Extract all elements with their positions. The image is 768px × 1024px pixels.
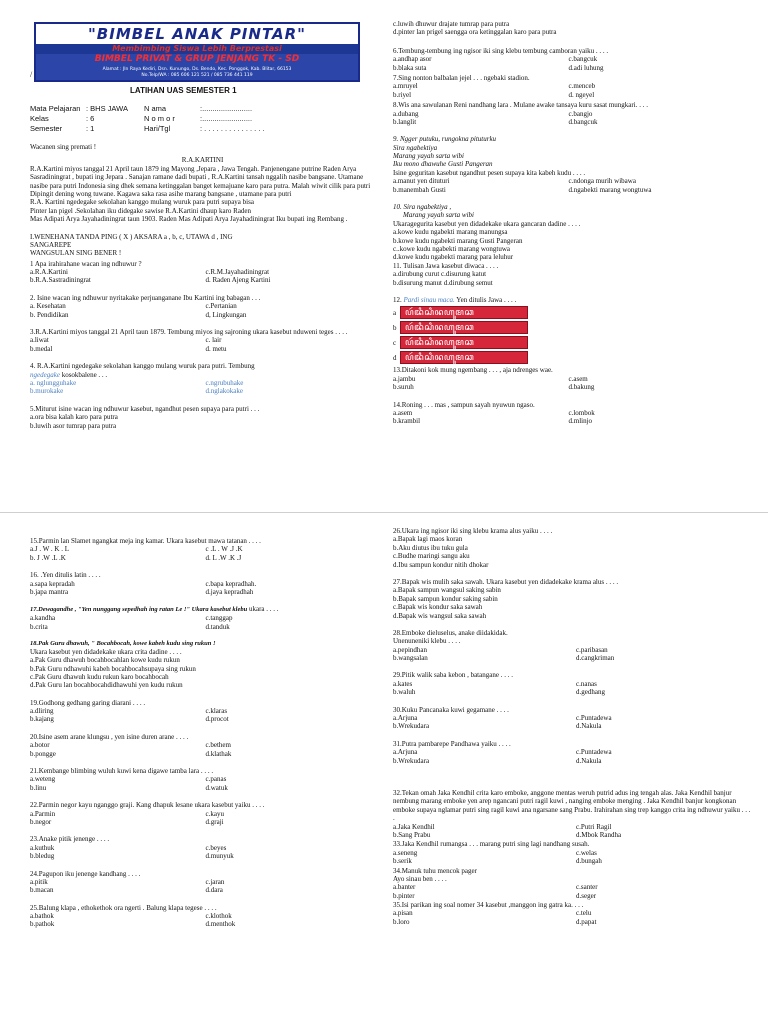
option-a[interactable]: a.mruyel: [393, 82, 418, 91]
option-a[interactable]: a. Kesehatan: [30, 302, 66, 311]
question-text: 23.Anake pitik jenenge . . . .: [30, 835, 110, 844]
question-text: 26.Ukara ing ngisor iki sing klebu krama alus yaiku . . . .: [393, 527, 553, 535]
option-a[interactable]: a.pitik: [30, 877, 48, 886]
reading-paragraph: R.A. Kartini ngedegake sekolahan kanggo mulang wuruk para putri supaya bisa: [30, 198, 254, 207]
option-b[interactable]: b.Bapak sampun kondur saking sabin: [393, 594, 498, 603]
option-c[interactable]: c.Pertanian: [205, 302, 237, 311]
option-b[interactable]: b.Sang Prabu: [393, 830, 431, 839]
question-text: 5.Miturut isine wacan ing ndhuwur kasebut, ngandhut pesen supaya para putri . . .: [30, 404, 260, 413]
option-b[interactable]: b.macan: [30, 886, 54, 895]
instruction-line: WANGSULAN SING BENER !: [30, 249, 122, 258]
question-21: [30, 767, 375, 792]
option-c[interactable]: c.Bapak wis kondur saka sawah: [393, 603, 483, 612]
option-b[interactable]: b.Wrekudara: [393, 756, 430, 765]
header-banner: [34, 22, 360, 82]
question-text: 24.Pagupon iku jenenge kandhang . . . .: [30, 869, 141, 878]
question-31: [393, 740, 753, 765]
question-text: 29.Pitik walik saba kebon , batangane . . . .: [393, 671, 513, 680]
option-c[interactable]: c..kowe kudu ngabekti marang wongtuwa: [393, 244, 511, 253]
option-label: a: [393, 308, 397, 317]
option-c[interactable]: c.Putri Ragil: [576, 822, 612, 831]
question-17: [30, 605, 375, 631]
option-b[interactable]: b.japa mantra: [30, 587, 69, 596]
question-22: [30, 801, 375, 826]
bottom-left-column: [30, 537, 375, 938]
option-a[interactable]: a.J . W . K . L: [30, 545, 70, 554]
option-b[interactable]: b.riyel: [393, 90, 412, 99]
option-b[interactable]: b.serik: [393, 857, 412, 866]
question-30: [393, 706, 753, 731]
header-contact-line: No.Telp/WA : 085 606 121 521 / 085 736 441 119: [141, 72, 253, 78]
option-d[interactable]: d.kowe kudu ngabekti marang para leluhur: [393, 253, 514, 262]
option-b[interactable]: b.negor: [30, 817, 52, 826]
question-prompt: Ayo sinau ben . . . .: [393, 874, 447, 883]
option-c[interactable]: c.ngrubuhake: [205, 378, 244, 387]
student-info: [30, 104, 300, 134]
question-text: 4. R.A.Kartini ngedegake sekolahan kanggo mulang wuruk para putri. Tembung: [30, 362, 255, 371]
option-b[interactable]: b.R.A.Sastradiningrat: [30, 276, 91, 285]
question-text: 27.Bapak wis mulih saka sawah. Ukara kasebut yen didadekake krama alus . . . .: [393, 577, 619, 586]
option-c-javanese[interactable]: ꦥꦂꦢꦶꦱꦶꦤꦲꦸꦩꦕ: [400, 336, 528, 349]
class-label: Kelas: [30, 114, 49, 123]
poem-line: Iku mono dhawuhe Gusti Pangeran: [393, 160, 493, 169]
question-text: 22.Parmin negor kayu nganggo graji. Kang dhapuk lesane ukara kasebut yaiku . . . .: [30, 801, 265, 810]
reading-title: R.A.KARTINI: [181, 156, 224, 165]
option-c[interactable]: c.menceb: [568, 82, 596, 91]
option-c[interactable]: c.Puntadewa: [576, 714, 612, 723]
instructions: [30, 233, 375, 258]
option-d[interactable]: d. Raden Ajeng Kartini: [205, 276, 271, 285]
question-12: [393, 296, 738, 364]
option-c[interactable]: c.luwih dhuwur drajate tumrap para putra: [393, 20, 510, 28]
question-4: [30, 362, 375, 396]
header-slash: /: [30, 70, 33, 79]
question-highlight: ngedegake: [30, 370, 60, 379]
day-label: Hari/Tgl: [144, 124, 171, 133]
option-d[interactable]: d.Mbok Randha: [576, 830, 622, 839]
option-c[interactable]: c.asem: [568, 374, 588, 383]
option-d[interactable]: d.gedhang: [576, 688, 605, 697]
option-a[interactable]: a.Bapak sampun wangsul saking sabin: [393, 586, 501, 595]
question-34: [393, 867, 753, 901]
question-2: [30, 294, 375, 319]
option-a[interactable]: a.ora bisa kalah karo para putra: [30, 413, 118, 422]
name-label: N ama: [144, 104, 167, 113]
question-text: 8.Wis ana sawulanan Reni nandhang lara . Mulane awake tansaya kuru sasat mungkari. . . .: [393, 101, 648, 110]
option-c[interactable]: c.bapa kepradhah.: [205, 579, 257, 588]
question-text: 21.Kembange blimbing wuluh kuwi kena digawe tamba lara . . . .: [30, 767, 214, 776]
option-d-javanese[interactable]: ꦥꦂꦢꦶꦱꦶꦤꦲꦸꦩꦕ: [400, 351, 528, 364]
option-b[interactable]: b.krambil: [393, 417, 421, 426]
option-d[interactable]: d.adi luhung: [568, 63, 604, 72]
option-a[interactable]: a.Arjuna: [393, 748, 418, 757]
semester-value: : 1: [86, 124, 95, 133]
reading-paragraph: Pinter lan pigel .Sekolahan iku didegake sawise R.A.Kartini dhaup karo Raden: [30, 206, 252, 215]
question-text: 35.Isi parikan ing soal nomer 34 kasebut ,manggon ing gatra ka. . . .: [393, 901, 584, 910]
question-13: [393, 366, 738, 391]
number-label: N o m o r: [144, 114, 175, 123]
question-text: 6.Tembung-tembung ing ngisor iki sing klebu tembung camboran yaiku . . . .: [393, 46, 609, 55]
question-23: [30, 835, 375, 860]
question-text: 12.: [393, 295, 402, 304]
number-value[interactable]: :........................: [200, 114, 253, 123]
question-text-tail: ukara . . . .: [248, 605, 279, 614]
top-left-column: [30, 143, 375, 439]
option-c[interactable]: c.ndonga murih wibawa: [568, 177, 636, 186]
semester-label: Semester: [30, 124, 63, 133]
option-c[interactable]: c.bangjo: [568, 109, 593, 118]
question-text: 1 Apa irahirahane wacan ing ndhuwur ?: [30, 259, 142, 268]
option-b[interactable]: b.bledug: [30, 852, 55, 861]
option-c[interactable]: c.jaran: [205, 877, 225, 886]
subject-value: : BHS JAWA: [86, 104, 128, 113]
option-a[interactable]: a.seneng: [393, 848, 418, 857]
option-b[interactable]: b.manembah Gusti: [393, 185, 446, 194]
option-a[interactable]: a.kuthuk: [30, 843, 55, 852]
question-16: [30, 571, 375, 596]
question-28: [393, 629, 753, 663]
instruction-line: SANGAREPE: [30, 240, 72, 249]
question-35: [393, 901, 753, 926]
question-15: [30, 537, 375, 562]
option-d[interactable]: d.nglakokake: [205, 387, 244, 396]
option-b[interactable]: b.Pak Guru ndhawuhi kabeh bocahbocahsupaya sing rukun: [30, 664, 196, 673]
question-26: [393, 527, 753, 569]
option-d[interactable]: d.munyuk: [205, 852, 234, 861]
option-a[interactable]: a.dubang: [393, 109, 419, 118]
option-c[interactable]: c.klaras: [205, 707, 228, 716]
question-3: [30, 328, 375, 353]
question-text: 9. Ngger putuku, rungokna pituturku: [393, 135, 497, 144]
option-a[interactable]: a.Parmin: [30, 809, 56, 818]
question-10: [393, 203, 738, 262]
question-text: 3.R.A.Kartini miyos tanggal 21 April taun 1879. Tembung miyos ing sajroning ukara kasebut nduweni teges . . . .: [30, 328, 348, 337]
option-c[interactable]: c. lair: [205, 336, 222, 345]
option-a[interactable]: a.asem: [393, 408, 413, 417]
option-c[interactable]: c.klothok: [205, 912, 232, 921]
option-b[interactable]: b.Wrekudara: [393, 722, 430, 731]
option-d[interactable]: d.Nakula: [576, 756, 602, 765]
question-text: 19.Godhong gedhang garing diarani . . . .: [30, 698, 146, 707]
option-d[interactable]: d.mlinjo: [568, 417, 593, 426]
question-27: [393, 578, 753, 620]
option-d[interactable]: d.klathak: [205, 749, 232, 758]
option-d[interactable]: d.cangkriman: [576, 654, 615, 663]
option-d[interactable]: d.Pak Guru lan bocahbocahdidhawuhi yen kudu rukun: [30, 681, 183, 690]
option-b[interactable]: b.pathok: [30, 920, 55, 929]
instruction-line: I.WENEHANA TANDA PING ( X ) AKSARA a , b, c, UTAWA d , ING: [30, 232, 233, 241]
option-a[interactable]: a.bathok: [30, 912, 54, 921]
question-25: [30, 904, 375, 929]
option-c[interactable]: c.bangcuk: [568, 55, 598, 64]
question-1: [30, 260, 375, 285]
poem-line: Marang yayah sarta wibi: [393, 152, 464, 161]
reading-paragraph: Mas Adipati Arya Jayahadiningrat taun 1903. Raden Mas Adipati Arya Jayahadiningrat Iku bupati ing Rembang .: [30, 215, 348, 224]
poem-line: Sira ngabektiya: [393, 143, 438, 152]
question-7: [393, 74, 738, 99]
question-29: [393, 671, 753, 696]
option-label: c: [393, 338, 397, 347]
question-prompt: Unenuneniki klebu . . . .: [393, 637, 461, 646]
option-b[interactable]: b.kowe kudu ngabekti marang Gusti Pangeran: [393, 236, 523, 245]
question-20: [30, 733, 375, 758]
option-c[interactable]: c.beyes: [205, 843, 227, 852]
option-a[interactable]: a.botor: [30, 741, 50, 750]
option-c[interactable]: c.santer: [576, 883, 598, 892]
question-text-tail: Yen ditulis Jawa . . . .: [456, 295, 517, 304]
option-d[interactable]: d.Nakula: [576, 722, 602, 731]
option-b[interactable]: b.crita: [30, 622, 48, 631]
option-b[interactable]: b.pinter: [393, 891, 415, 900]
option-b[interactable]: b.linu: [30, 783, 47, 792]
option-a[interactable]: a.weteng: [30, 775, 56, 784]
option-a[interactable]: a.sapa kepradah: [30, 579, 75, 588]
top-right-column: [393, 20, 738, 435]
option-b-javanese[interactable]: ꦥꦂꦢꦶꦱꦶꦤꦲꦸꦩꦕ: [400, 321, 528, 334]
option-d[interactable]: d.Ibu sampun kondur nitih dhokar: [393, 560, 489, 569]
option-c[interactable]: c.tanggap: [205, 614, 233, 623]
option-c[interactable]: c.nanas: [576, 679, 597, 688]
question-text: 25.Balung klapa , ethokethok ora ngerti . Balung klapa tegese . . . .: [30, 903, 217, 912]
question-text: 28.Emboke dieluselus, anake diidakidak.: [393, 628, 508, 637]
question-text: 2. Isine wacan ing ndhuwur nyritakake perjuanganane Ibu Kartini ing babagan . . .: [30, 293, 261, 302]
option-d[interactable]: d.watuk: [205, 783, 228, 792]
option-c[interactable]: c.lombok: [568, 408, 595, 417]
option-d[interactable]: d.ngabekti marang wongtuwa: [568, 185, 652, 194]
option-d[interactable]: d.seger: [576, 891, 597, 900]
option-b[interactable]: b. J .W .L .K: [30, 553, 66, 562]
question-text: 31.Putra pambarepe Pandhawa yaiku . . . .: [393, 739, 511, 748]
option-d[interactable]: d.bungah: [576, 857, 602, 866]
question-text: 30.Kuku Pancanaka kuwi gegamane . . . .: [393, 705, 509, 714]
reading-paragraph: R.A.Kartini miyos tanggal 21 April taun 1879 ing Mayong ,Jepara , Jawa Tengah. Panjenengane putrine Raden Arya Sasradiningrat , bupati ing Jepara . Sanajan ramane dadi bupati , R.A.Kartini tansah nggalih nasibe bangsane. Utamane nasibe para putri Indonesia sing dhek semana ketinggalan banget kemajuane karo para putra. Malah wiwit cilik para putri: [30, 164, 371, 190]
option-b[interactable]: b. Pendidikan: [30, 310, 69, 319]
option-a[interactable]: a.kandha: [30, 614, 56, 623]
option-d[interactable]: d.bangcuk: [568, 117, 598, 126]
option-c[interactable]: c.kayu: [205, 809, 224, 818]
question-text-tail: kosokbalene . . .: [61, 370, 108, 379]
reading-intro: Wacanen sing premati !: [30, 143, 97, 151]
question-text: 20.Isine asem arane klungsu , yen isine duren arane . . . .: [30, 732, 189, 741]
question-text: 17.Dewagandhe , "Yen nunggang sepedhah ing ratan Le !" Ukara kasebut klebu: [30, 606, 248, 614]
option-a[interactable]: a. nglungguhake: [30, 378, 77, 387]
option-b[interactable]: b.suruh: [393, 383, 414, 392]
question-text: 14.Roning . . . mas , sampun sayah nyuwun ngaso.: [393, 400, 535, 409]
question-19: [30, 699, 375, 724]
option-a[interactable]: a.liwat: [30, 336, 49, 345]
option-d[interactable]: d.menthok: [205, 920, 236, 929]
option-a[interactable]: a.pepindhan: [393, 645, 428, 654]
question-prompt: Ukaragegurita kasebut yen didadekake ukara gancaran dadine . . . .: [393, 219, 581, 228]
option-c[interactable]: c.bethem: [205, 741, 231, 750]
question-text: 10. Sira ngabektiya ,: [393, 203, 452, 212]
header-tagline: Membimbing Siswa Lebih Berprestasi: [36, 44, 358, 54]
reading-paragraph: Dipingit dening wong tuwane. Kagawa saka rasa asihe marang bangsane , utamane para putri: [30, 189, 292, 198]
question-text: 16. .Yen ditulis latin . . . .: [30, 571, 101, 580]
subject-label: Mata Pelajaran: [30, 104, 81, 113]
exam-title: LATIHAN UAS SEMESTER 1: [130, 86, 237, 95]
option-c[interactable]: c.Pak Guru dhawuh kudu rukun karo bocahbocah: [30, 672, 169, 681]
question-prompt: Ukara kasebut yen didadekake ukara crita dadine . . . .: [30, 647, 182, 656]
day-value[interactable]: : . . . . . . . . . . . . . . .: [200, 124, 265, 133]
bottom-right-column: [393, 527, 753, 935]
question-text: 15.Parmin lan Slamet ngangkat meja ing kamar. Ukara kasebut mawa tatanan . . . .: [30, 537, 261, 545]
option-d[interactable]: d.Bapak wis wangsul saka sawah: [393, 611, 487, 620]
option-d[interactable]: d.procot: [205, 715, 229, 724]
option-a[interactable]: a.jambu: [393, 374, 416, 383]
option-b[interactable]: b.waluh: [393, 688, 416, 697]
option-b[interactable]: b.langlit: [393, 117, 417, 126]
option-a[interactable]: a.Jaka Kendhil: [393, 822, 435, 831]
question-9: [393, 135, 738, 194]
question-text: 11. Tulisan Jawa kasebut diwaca . . . .: [393, 261, 499, 270]
option-d[interactable]: d. L .W .K .J: [205, 553, 242, 562]
question-6: [393, 47, 738, 72]
question-text: 34.Manuk tuhu mencok pager: [393, 866, 477, 875]
option-c[interactable]: c.panas: [205, 775, 227, 784]
option-d[interactable]: d.pinter lan prigel saengga ora ketinggalan karo para putra: [393, 28, 557, 37]
question-33: [393, 840, 753, 865]
option-d[interactable]: d.tanduk: [205, 622, 230, 631]
question-8: [393, 101, 738, 126]
question-highlight: Pardi sinau maca.: [403, 295, 455, 304]
question-text: 33.Jaka Kendhil rumangsa . . . marang putri sing lagi nandhang susah.: [393, 840, 590, 849]
option-b[interactable]: b.pongge: [30, 749, 56, 758]
option-a[interactable]: a.banter: [393, 883, 416, 892]
option-d[interactable]: d. metu: [205, 344, 227, 353]
option-b[interactable]: b.wangsalan: [393, 654, 428, 663]
question-text: 32.Tekan omah Jaka Kendhil crita karo emboke, anggone mentas weruh putrid adus ing tengah alas. Jaka Kendhil banjur nembung marang emboke yen arep ngancani putri ragil kuwi , nanging emboke menging . Jaka Kendhil banjur kongkonan emboke supaya nglamar putri sing ragil kuwi ana ngarsane sang Prabu. Irahirahan sing trep kanggo crita ing ndhuwur yaiku . . . .: [393, 788, 751, 823]
option-d[interactable]: d.papat: [576, 917, 597, 926]
header-address-line: Alamat : Jln Raya Kediri, Dsn. Kunungo, Ds. Bendo, Kec. Ponggok, Kab. Blitar, 66153: [102, 67, 292, 72]
header-address: [36, 67, 358, 79]
name-value[interactable]: :........................: [200, 104, 253, 113]
option-d[interactable]: d.jaya kepradhah: [205, 587, 254, 596]
option-a-javanese[interactable]: ꦥꦂꦢꦶꦱꦶꦤꦲꦸꦩꦕ: [400, 306, 528, 319]
page-divider: [0, 512, 768, 513]
option-a[interactable]: a.pisan: [393, 909, 413, 918]
option-b[interactable]: b.loro: [393, 917, 410, 926]
option-d[interactable]: d.bakung: [568, 383, 595, 392]
option-c[interactable]: c.welas: [576, 848, 597, 857]
question-5: [30, 405, 375, 430]
option-a-c[interactable]: a.dirubung curut c.disurung katut: [393, 270, 487, 279]
option-a[interactable]: a.kates: [393, 679, 413, 688]
question-text: 7.Sing nonton balbalan jejel . . . ngebaki stadion.: [393, 73, 530, 82]
option-b[interactable]: b.Aku diutus ibu tuku gula: [393, 543, 468, 552]
option-d[interactable]: d.dara: [205, 886, 223, 895]
question-text: 18.Pak Guru dhawuh, " Bocahbocah, kowe kabeh kudu sing rukun !: [30, 639, 216, 647]
option-c[interactable]: c.R.M.Jayahadiningrat: [205, 268, 270, 277]
question-11: [393, 262, 738, 287]
option-b[interactable]: b.kajang: [30, 715, 54, 724]
option-d[interactable]: d. ngeyel: [568, 90, 595, 99]
poem-line: Marang yayah sarta wibi: [403, 211, 474, 220]
option-b[interactable]: b.medal: [30, 344, 53, 353]
option-c[interactable]: c .L . W .J .K: [205, 545, 243, 554]
option-a[interactable]: a.kowe kudu ngabekti marang manungsa: [393, 228, 508, 237]
option-label: d: [393, 353, 397, 362]
question-18: [30, 640, 375, 690]
option-c[interactable]: c.paribasan: [576, 645, 608, 654]
header-subtitle: BIMBEL PRIVAT & GRUP JENJANG TK - SD: [94, 54, 300, 64]
option-a[interactable]: a.Pak Guru dhawuh bocahbocahlan kowe kudu rukun: [30, 656, 180, 665]
header-title: "BIMBEL ANAK PINTAR": [87, 25, 306, 43]
option-b-d[interactable]: b.disurung manut d.dirubung semut: [393, 278, 493, 287]
class-value: : 6: [86, 114, 95, 123]
question-prompt: Isine geguritan kasebut ngandhut pesen supaya kita kabeh kudu . . . .: [393, 168, 586, 177]
option-a[interactable]: a.andhap asor: [393, 55, 432, 64]
option-d[interactable]: d, Lingkungan: [205, 310, 247, 319]
option-c[interactable]: c.Puntadewa: [576, 748, 612, 757]
option-d[interactable]: d.graji: [205, 817, 224, 826]
option-a[interactable]: a.Arjuna: [393, 714, 418, 723]
question-text: 13.Ditakoni kok mung ngembang . . . , aja ndrenges wae.: [393, 366, 553, 375]
question-14: [393, 401, 738, 426]
question-24: [30, 870, 375, 895]
option-a[interactable]: a.manut yen dituturi: [393, 177, 450, 186]
option-b[interactable]: b.luwih asor tumrap para putra: [30, 421, 117, 430]
question-5-continued: [393, 20, 738, 37]
option-c[interactable]: c.telu: [576, 909, 592, 918]
option-b[interactable]: b.blaka suta: [393, 63, 427, 72]
option-c[interactable]: c.Budhe maringi sangu aku: [393, 552, 470, 561]
option-b[interactable]: b.murokake: [30, 387, 64, 396]
option-a[interactable]: a.Bapak lagi maos koran: [393, 535, 463, 544]
option-label: b: [393, 323, 397, 332]
option-a[interactable]: a.R.A.Kartini: [30, 268, 68, 277]
option-a[interactable]: a.dliring: [30, 707, 54, 716]
question-32: [393, 789, 753, 839]
